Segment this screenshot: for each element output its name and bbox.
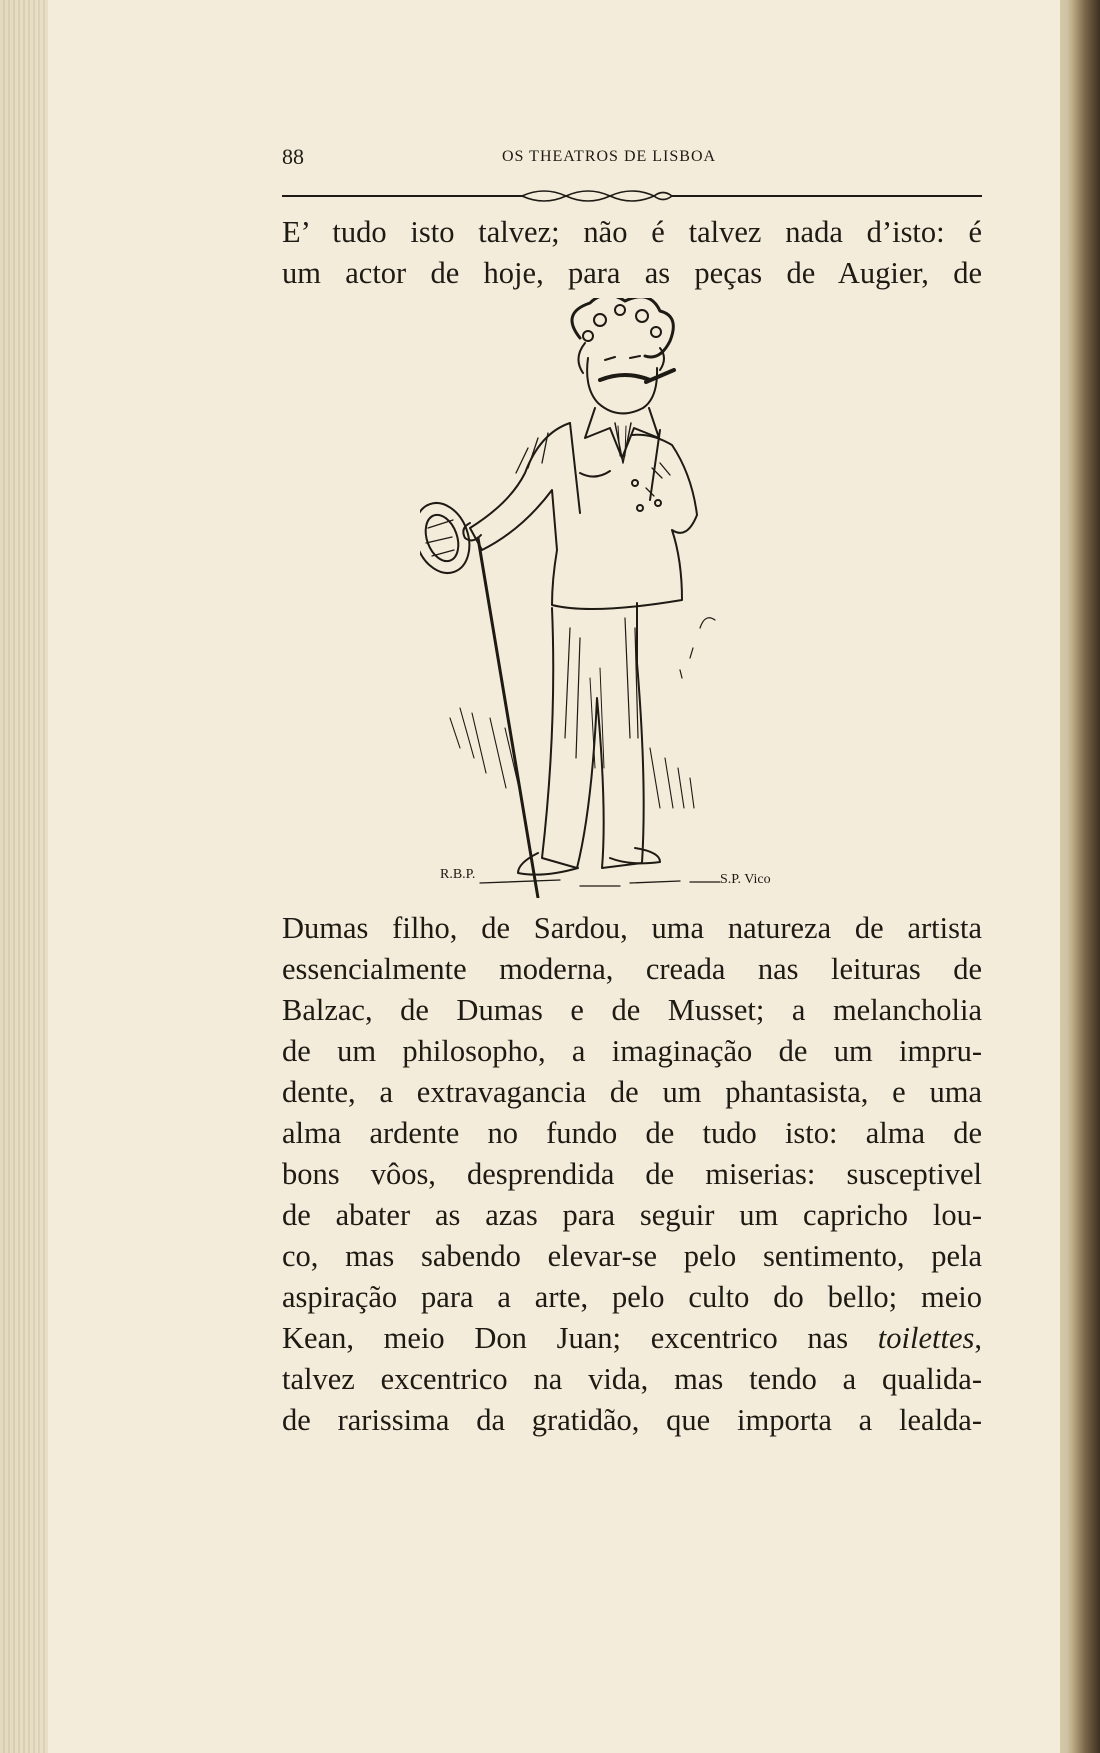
illustration-signature-left: R.B.P. (440, 867, 476, 882)
page-header (282, 144, 982, 174)
text-line: de um philosopho, a imaginação de um impru- (282, 1034, 982, 1068)
page-edges-left (0, 0, 48, 1753)
italic-suffix: , (974, 1321, 982, 1355)
text-line: E’ tudo isto talvez; não é talvez nada d’isto: é (282, 215, 982, 249)
italic-word: toilettes (877, 1321, 975, 1355)
text-line: talvez excentrico na vida, mas tendo a qualida- (282, 1362, 982, 1396)
text-line: co, mas sabendo elevar-se pelo sentimento, pela (282, 1239, 982, 1273)
text-line: de abater as azas para seguir um capricho lou- (282, 1198, 982, 1232)
text-line: aspiração para a arte, pelo culto do bello; meio (282, 1280, 982, 1314)
text-line: um actor de hoje, para as peças de Augier, de (282, 256, 982, 290)
illustration-signature-right: S.P. Vico (720, 872, 771, 887)
text-line: alma ardente no fundo de tudo isto: alma de (282, 1116, 982, 1150)
text-line-with-italic (282, 1318, 982, 1359)
page-number: 88 (282, 144, 304, 169)
text-line: dente, a extravagancia de um phantasista, e uma (282, 1075, 982, 1109)
text-line: Dumas filho, de Sardou, uma natureza de artista (282, 911, 982, 945)
ornament-rule (282, 186, 982, 206)
text-line: essencialmente moderna, creada nas leituras de (282, 952, 982, 986)
text-line: bons vôos, desprendida de miserias: susceptivel (282, 1157, 982, 1191)
caricature-illustration (420, 298, 860, 898)
text-line-prefix: Kean, meio Don Juan; excentrico nas (282, 1321, 878, 1355)
bottom-paragraph (282, 908, 982, 1441)
running-title: OS THEATROS DE LISBOA (502, 148, 717, 165)
text-line: de rarissima da gratidão, que importa a lealda- (282, 1403, 982, 1437)
book-spine-right (1070, 0, 1100, 1753)
text-line: Balzac, de Dumas e de Musset; a melancholia (282, 993, 982, 1027)
top-paragraph (282, 212, 982, 294)
